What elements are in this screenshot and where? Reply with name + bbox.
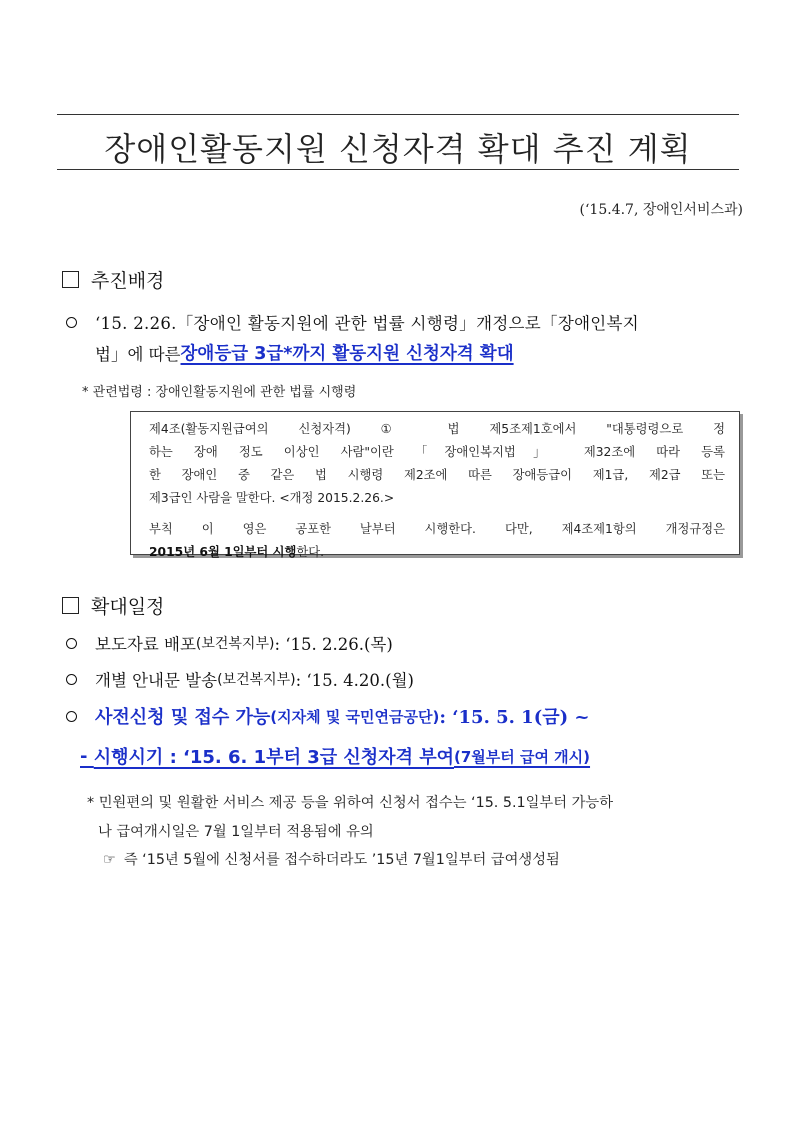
section-label: 추진배경 <box>91 270 165 292</box>
background-highlight: 장애등급 3급*까지 활동지원 신청자격 확대 <box>180 344 514 364</box>
title-rule-bottom <box>57 169 739 170</box>
background-text-line1: ‘15. 2.26.「장애인 활동지원에 관한 법률 시행령」개정으로「장애인복지 <box>95 314 640 333</box>
background-text-line2: 법」에 따른 <box>95 344 181 364</box>
law-text: 제3급인 사람을 말한다. <개정 2015.2.26.> <box>149 491 395 505</box>
schedule-item-notice: 개별 안내문 발송 (보건복지부) : ‘15. 4.20.(월) <box>66 667 414 691</box>
law-text: 하는 장애 정도 이상인 사람"이란 「장애인복지법」 제32조에 따라 등록 <box>149 445 725 459</box>
law-excerpt-box <box>130 411 740 559</box>
circle-bullet-icon <box>66 674 77 685</box>
law-text-effective: 2015년 6월 1일부터 시행한다. <box>149 545 325 559</box>
law-reference-note: * 관련법령 : 장애인활동지원에 관한 법률 시행령 <box>82 385 357 400</box>
schedule-item-preapply: 사전신청 및 접수 가능 (지자체 및 국민연금공단) : ‘15. 5. 1(금) ~ <box>66 703 589 729</box>
title-rule-top <box>57 114 739 115</box>
page-title: 장애인활동지원 신청자격 확대 추진 계획 <box>104 130 692 168</box>
background-bullet-line2 <box>95 340 514 365</box>
effective-date: 2015년 6월 1일부터 시행 <box>149 545 297 559</box>
dateline: (‘15.4.7, 장애인서비스과) <box>579 202 743 218</box>
law-text: 한 장애인 중 같은 법 시행령 제2조에 따른 장애등급이 제1급, 제2급 또는 <box>149 468 725 482</box>
circle-bullet-icon <box>66 711 77 722</box>
section-background-heading <box>62 266 164 293</box>
square-bullet-icon <box>62 597 79 614</box>
schedule-note-line1: * 민원편의 및 원활한 서비스 제공 등을 위하여 신청서 접수는 ‘15. 5.1일부터 가능하 <box>87 795 614 811</box>
law-text: 부칙 이 영은 공포한 날부터 시행한다. 다만, 제4조제1항의 개정규정은 <box>149 522 725 536</box>
schedule-note-line2: 나 급여개시일은 7월 1일부터 적용됨에 유의 <box>98 824 374 840</box>
section-label: 확대일정 <box>91 596 165 618</box>
square-bullet-icon <box>62 271 79 288</box>
circle-bullet-icon <box>66 638 77 649</box>
schedule-item-effective: - 시행시기 : ‘15. 6. 1부터 3급 신청자격 부여 (7월부터 급여 개시) <box>80 745 591 768</box>
schedule-note-line3: ☞ 즉 ‘15년 5월에 신청서를 접수하더라도 ’15년 7월1일부터 급여생성됨 <box>103 852 560 868</box>
schedule-item-press: 보도자료 배포 (보건복지부) : ‘15. 2.26.(목) <box>66 631 393 655</box>
circle-bullet-icon <box>66 317 77 328</box>
section-schedule-heading <box>62 592 164 619</box>
pointing-hand-icon: ☞ <box>103 852 116 868</box>
background-bullet-line1 <box>66 310 639 334</box>
law-text: 제4조(활동지원급여의 신청자격) ① 법 제5조제1호에서 "대통령령으로 정 <box>149 422 725 436</box>
